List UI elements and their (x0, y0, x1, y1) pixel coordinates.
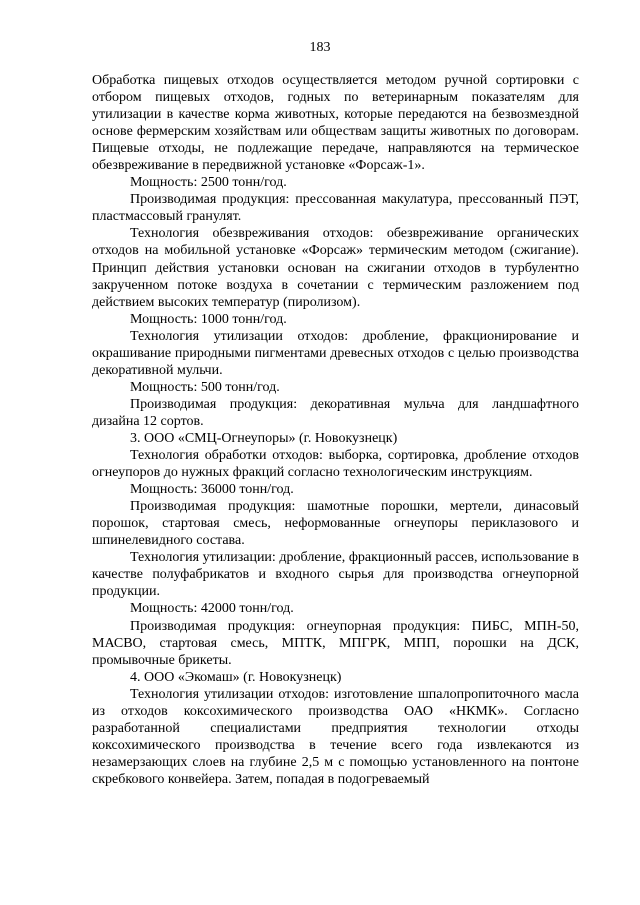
section-heading: 3. ООО «СМЦ-Огнеупоры» (г. Новокузнецк) (130, 430, 398, 446)
paragraph-products: Производимая продукция: шамотные порошки, мертели, динасовый порошок, стартовая смесь, неформованные огнеупоры периклазового и шпинелевидного состава. (92, 499, 579, 549)
page-number: 183 (309, 40, 331, 55)
paragraph-products: Производимая продукция: огнеупорная продукция: ПИБС, МПН-50, МАСВО, стартовая смесь, МПТК, МПГРК, МПП, порошки на ДСК, промывочные брикеты. (92, 618, 579, 668)
paragraph-products: Производимая продукция: декоративная мульча для ландшафтного дизайна 12 сортов. (92, 396, 579, 429)
paragraph-capacity: Мощность: 2500 тонн/год. (130, 175, 287, 191)
body-text (92, 72, 579, 788)
paragraph-technology: Технология утилизации: дробление, фракционный рассев, использование в качестве полуфабрикатов и входного сырья для производства огнеупорной продукции. (92, 550, 579, 600)
paragraph-capacity: Мощность: 36000 тонн/год. (130, 482, 294, 498)
section-heading: 4. ООО «Экомаш» (г. Новокузнецк) (130, 669, 342, 685)
paragraph-capacity: Мощность: 500 тонн/год. (130, 379, 280, 395)
paragraph-technology: Технология обезвреживания отходов: обезвреживание органических отходов на мобильной установке «Форсаж» термическим методом (сжигание). Принцип действия установки основан на сжигании отходов в турбулентно закрученном потоке воздуха в сочетании с термическим разложением под действием высоких температур (пиролизом). (92, 226, 579, 310)
paragraph-technology: Технология утилизации отходов: изготовление шпалопропиточного масла из отходов коксохимического производства ОАО «НКМК». Согласно разработанной специалистами предприятия технологии отходы коксохимического производства в течение всего года извлекаются из незамерзающих слоев на глубине 2,5 м с помощью установленного на понтоне скребкового конвейера. Затем, попадая в подогреваемый (92, 686, 579, 787)
paragraph-capacity: Мощность: 42000 тонн/год. (130, 601, 294, 617)
paragraph-technology: Технология обработки отходов: выборка, сортировка, дробление отходов огнеупоров до нужных фракций согласно технологическим инструкциям. (92, 448, 579, 481)
paragraph-products: Производимая продукция: прессованная макулатура, прессованный ПЭТ, пластмассовый гранулят. (92, 192, 579, 225)
paragraph-technology: Технология утилизации отходов: дробление, фракционирование и окрашивание природными пигментами древесных отходов с целью производства декоративной мульчи. (92, 328, 579, 378)
paragraph-capacity: Мощность: 1000 тонн/год. (130, 311, 287, 327)
paragraph-food-waste: Обработка пищевых отходов осуществляется методом ручной сортировки с отбором пищевых отходов, годных по ветеринарным показателям для утилизации в качестве корма животных, которые передаются на безвозмездной основе фермерским хозяйствам или обществам защиты животных по договорам. Пищевые отходы, не подлежащие передаче, направляются на термическое обезвреживание в передвижной установке «Форсаж-1». (92, 73, 579, 174)
